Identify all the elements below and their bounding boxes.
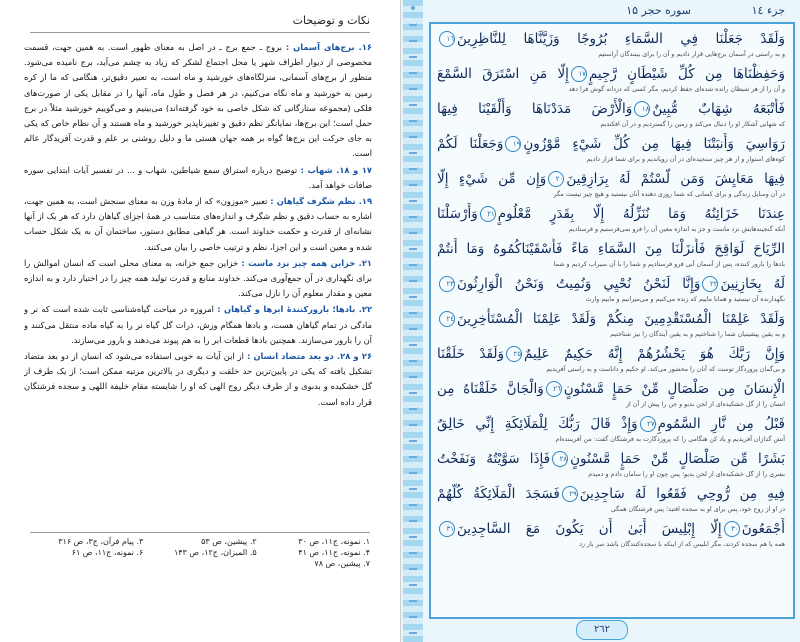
- verse-line: [437, 448, 785, 470]
- right-page: [401, 0, 800, 642]
- verse-number-marker: ۲۵: [506, 346, 522, 362]
- verse-number-marker: ۱٦: [439, 31, 455, 47]
- verse-translation: و آن را از هر شیطان رانده شده‌ای حفظ کردیم، مگر کسی که دزدانه گوش فرا دهد: [568, 86, 785, 93]
- verse-text: لَهُ بِخَازِنِينَ: [720, 276, 785, 292]
- verse-text-continued: وَأَرْسَلْنَا: [437, 206, 478, 222]
- verse-line: [437, 203, 785, 225]
- left-page-header: نکات و توضیحات: [292, 14, 370, 27]
- verse-number-marker: ۱۹: [505, 136, 521, 152]
- verse-text: فِيهِ مِن رُّوحِي فَقَعُوا لَهُ سَاجِدِينَ: [579, 486, 785, 502]
- verse-translation: همه با هم سجده کردند، مگر ابلیس که از اینکه با سجده‌کنندگان باشد سر باز زد: [579, 541, 785, 548]
- verse-number-marker: ۲٤: [439, 311, 455, 327]
- verse-line: [437, 133, 785, 155]
- verse-text-continued: وَجَعَلْنَا لَكُمْ: [437, 136, 504, 152]
- verse-text: أَجْمَعُونَ: [741, 521, 785, 537]
- verse-translation: بشری را از گل خشکیده‌ای از لجن بدبو؛ پس چون او را سامان دادم و دمیدم: [588, 471, 785, 478]
- verse-translation: نگهدارنده آن نیستید و همانا ماییم که زنده می‌کنیم و می‌میرانیم و ماییم وارث: [585, 296, 785, 303]
- verse-line: [437, 413, 785, 435]
- footnote-item: ۶. نمونه، ج۱۱، ص ۶۱: [71, 548, 144, 557]
- verse-line: [437, 343, 785, 365]
- commentary-paragraph: [24, 194, 372, 255]
- paragraph-text: بروج ـ جمع برج ـ در اصل به معنای ظهور است. به همین جهت، قسمت مخصوصی از دیوار اطراف شهر یا محل اجتماع لشکر که زیاد به چشم می‌آید، برج نامیده می‌شود. منظور از برج‌های آسمانی، منزلگاه‌های خورشید و ماه است، به تعبیر دقیق‌تر، هنگامی که ما از کره زمین به خورشید و ماه نگاه می‌کنیم، در هر فصل و طول ماه، آنها را در مقابل یکی از صورت‌های فلکی (مجموعه ستارگانی که شکل خاصی به خود گرفته‌اند) می‌بینیم و می‌گوییم خورشید مثلاً در برج حمل است؛ این برج‌ها، نمایانگر نظم دقیق و تغییرناپذیر خورشید و ماه هستند و آن نظام خاص که یکی به جای حرکت این برج‌ها گواه بر همه جهان هستی ما و دلیل روشنی بر علم و قدرت آفریدگار عالم است.: [24, 42, 372, 159]
- verse-translation: و به راستی در آسمان برج‌هایی قرار دادیم و آن را برای بینندگان آراستیم: [598, 51, 785, 58]
- commentary-paragraph: [24, 349, 372, 410]
- verse-line: [437, 378, 785, 400]
- verse-text: رَوَاسِيَ وَأَنبَتْنَا فِيهَا مِن كُلِّ شَيْءٍ مَّوْزُونٍ: [523, 136, 785, 152]
- juz-label: جزء ۱٤: [751, 4, 785, 17]
- verse-line: [437, 238, 785, 260]
- commentary-paragraph: [24, 163, 372, 193]
- verse-line: [437, 518, 785, 540]
- footnote-item: ۲. پیشین، ص ۵۳: [201, 537, 257, 546]
- verse-number-marker: ۲۲: [702, 276, 718, 292]
- verse-translation: و به یقین پیشینیان شما را شناختیم و به یقین آیندگان را نیز شناختیم: [610, 331, 785, 338]
- verse-line: [437, 273, 785, 295]
- verse-text: وَلَقَدْ عَلِمْنَا الْمُسْتَقْدِمِينَ مِنكُمْ وَلَقَدْ عَلِمْنَا الْمُسْتَأْخِرِينَ: [457, 311, 785, 327]
- paragraph-heading: ۱۶. برج‌های آسمان :: [285, 42, 372, 52]
- footnote-item: ۱. نمونه، ج۱۱، ص ۳۰: [298, 537, 370, 546]
- commentary-paragraph: [24, 302, 372, 348]
- paragraph-text: از این آیات به خوبی استفاده می‌شود که انسان از دو بعد متضاد تشکیل یافته که یکی در پایین‌ترین حد خلقت و دیگری در بالاترین مرتبه ممکن است؛ از یک طرف از گل خشکیده و بدبوی و از طرف دیگر روح الهی که او را شایسته مقام خلیفة اللهی و سجده فرشتگان قرار داده است.: [24, 351, 372, 407]
- verse-number-marker: ۲۰: [548, 171, 564, 187]
- quran-verses: [437, 28, 785, 608]
- verse-number-marker: ۲٦: [546, 381, 562, 397]
- verse-text-continued: إِلَّا إِبْلِيسَ أَبَىٰ أَن يَكُونَ مَعَ السَّاجِدِينَ: [457, 521, 722, 537]
- paragraph-heading: ۲۶ و ۲۸. دو بعد متضاد انسان :: [246, 351, 372, 362]
- right-page-header: [429, 2, 791, 20]
- paragraph-heading: ۲۱. خزاین همه چیز نزد ماست :: [241, 257, 372, 268]
- surah-label: سوره حجر ۱۵: [626, 4, 691, 17]
- verse-translation: آتش گدازان آفریدیم و یاد کن هنگامی را که پروردگارت به فرشتگان گفت: من آفریننده‌ام: [555, 436, 785, 443]
- paragraph-heading: ۱۹. نظم شگرف گیاهان :: [270, 196, 372, 207]
- verse-text: وَإِنَّ رَبَّكَ هُوَ يَحْشُرُهُمْ إِنَّهُ حَكِيمٌ عَلِيمٌ: [524, 346, 785, 362]
- verse-translation: کوه‌های استوار و از هر چیز سنجیده‌ای در آن رویاندیم و برای شما قرار دادیم: [586, 156, 785, 163]
- verse-text: بَشَرًا مِّن صَلْصَالٍ مِّنْ حَمَإٍ مَّسْنُونٍ: [570, 451, 785, 467]
- page-ornament-border: [403, 0, 423, 642]
- verse-number-marker: ۲۸: [552, 451, 568, 467]
- footnote-item: ۳. پیام قرآن، ج۳، ص ۳۱۶: [58, 537, 144, 546]
- verse-line: [437, 98, 785, 120]
- verse-text: الْإِنسَانَ مِن صَلْصَالٍ مِّنْ حَمَإٍ مَّسْنُونٍ: [563, 381, 785, 397]
- paragraph-text: توضیح درباره استراق سمع شیاطین، شهاب و ... در تفسیر آیات ابتدایی سوره صافات خواهد آمد.: [24, 164, 372, 190]
- commentary-body: [24, 40, 372, 500]
- verse-text: وَحَفِظْنَاهَا مِن كُلِّ شَيْطَانٍ رَّجِيمٍ: [588, 66, 785, 82]
- header-divider: [30, 32, 370, 33]
- verse-number-marker: ۲۱: [480, 206, 496, 222]
- commentary-paragraph: [24, 40, 372, 162]
- verse-line: [437, 308, 785, 330]
- verse-translation: در او از روح خود، پس برای او به سجده افتید؛ پس فرشتگان همگی: [610, 506, 785, 513]
- paragraph-text: تعبیر «موزون» که از مادۀ وزن به معنای سنجش است، به همین جهت، اشاره به حساب دقیق و نظم شگرف و اندازه‌های متناسب در همۀ اجزای گیاهان دارد که هر یک از آنها نشانه‌ای از قدرت و حکمت خداوند است. هر گیاهی مطابق دستور، ساختمان آن به یک شکل حساب شده و معین است و این اجزا، نظم و ترتیب خاصی را بیان می‌کنند.: [24, 196, 372, 252]
- footnotes: [30, 537, 370, 568]
- paragraph-heading: ۱۷ و ۱۸. شهاب :: [300, 164, 372, 175]
- footnote-item: ۵. المیزان، ج۱۲، ص ۱۴۳: [173, 548, 257, 557]
- verse-text-continued: وَالْجَانَّ خَلَقْنَاهُ مِن: [437, 381, 544, 397]
- verse-line: [437, 28, 785, 50]
- verse-line: [437, 483, 785, 505]
- footnote-item: ۷. پیشین، ص ۷۸: [314, 559, 370, 568]
- paragraph-text: خزاین جمع خزانه، به معنای محلی است که انسان اموالش را برای نگهداری در آن جمع‌آوری می‌کند. خداوند منابع و قدرت تولید همه چیز را در اختیار دارد و به اندازه معین و مقدار معلوم آن را نازل می‌کند.: [24, 257, 372, 299]
- commentary-paragraph: [24, 256, 372, 302]
- verse-text-continued: وَإِنَّا لَنَحْنُ نُحْيِي وَنُمِيتُ وَنَحْنُ الْوَارِثُونَ: [457, 276, 701, 292]
- verse-number-marker: ۳۱: [439, 521, 455, 537]
- paragraph-text: امروزه در مباحث گیاه‌شناسی ثابت شده است که نر و مادگی در تمام گیاهان هست، و بادها همگام وزش، ذرات گل گیاه نر را به گیاه ماده منتقل می‌کنند و آن را بارور می‌سازند. همچنین بادها قطعات ابر را به هم پیوند می‌دهند و بارور می‌سازند.: [24, 304, 372, 345]
- verse-text: عِندَنَا خَزَائِنُهُ وَمَا نُنَزِّلُهُ إِلَّا بِقَدَرٍ مَّعْلُومٍ: [497, 206, 785, 222]
- verse-text-continued: فَإِذَا سَوَّيْتُهُ وَنَفَخْتُ: [437, 451, 551, 467]
- verse-translation: در آن وسایل زندگی و برای کسانی که شما روزی دهنده آنان نیستید و هیچ چیز نیست مگر: [553, 191, 785, 198]
- verse-text-continued: وَإِن مِّن شَيْءٍ إِلَّا: [437, 171, 547, 187]
- verse-translation: آنکه گنجینه‌هایش نزد ماست و جز به اندازه معین آن را فرو نمی‌فرستیم و فرستادیم: [568, 226, 785, 233]
- verse-text: فِيهَا مَعَايِشَ وَمَن لَّسْتُمْ لَهُ بِرَازِقِينَ: [566, 171, 785, 187]
- verse-text: قَبْلُ مِن نَّارِ السَّمُومِ: [657, 416, 785, 432]
- page-number: ۲٦۲: [576, 620, 628, 640]
- verse-text: وَلَقَدْ جَعَلْنَا فِي السَّمَاءِ بُرُوجًا وَزَيَّنَّاهَا لِلنَّاظِرِينَ: [457, 31, 785, 47]
- verse-translation: که شهابی آشکار او را دنبال می‌کند و زمین را گستردیم و در آن افکندیم: [600, 121, 785, 128]
- paragraph-heading: ۲۲. بادها؛ بارورکنندۀ ابرها و گیاهان :: [217, 304, 372, 315]
- verse-number-marker: ۱۸: [634, 101, 650, 117]
- verse-text-continued: وَإِذْ قَالَ رَبُّكَ لِلْمَلَائِكَةِ إِنِّي خَالِقٌ: [437, 416, 638, 432]
- verse-number-marker: ۱۷: [571, 66, 587, 82]
- footnote-item: ۴. نمونه، ج۱۱، ص ۴۱: [298, 548, 370, 557]
- verse-translation: و بی‌گمان پروردگار توست که آنان را محشور می‌کند، او حکیم و داناست و به راستی آفریدیم: [546, 366, 785, 373]
- footnote-divider: [30, 532, 370, 533]
- verse-line: [437, 168, 785, 190]
- verse-number-marker: ۲۷: [640, 416, 656, 432]
- verse-text-continued: إِلَّا مَنِ اسْتَرَقَ السَّمْعَ: [437, 66, 569, 82]
- verse-translation: انسان را از گل خشکیده‌ای از لجن بدبو و جن را پیش از آن از: [626, 401, 785, 408]
- verse-text: الرِّيَاحَ لَوَاقِحَ فَأَنزَلْنَا مِنَ السَّمَاءِ مَاءً فَأَسْقَيْنَاكُمُوهُ وَمَا أَنتُمْ: [437, 241, 785, 257]
- verse-number-marker: ۳۰: [724, 521, 740, 537]
- verse-line: [437, 63, 785, 85]
- verse-number-marker: ۲۳: [439, 276, 455, 292]
- verse-text-continued: وَالْأَرْضَ مَدَدْنَاهَا وَأَلْقَيْنَا فِيهَا: [437, 101, 633, 117]
- verse-text: فَأَتْبَعَهُ شِهَابٌ مُّبِينٌ: [652, 101, 785, 117]
- verse-number-marker: ۲۹: [562, 486, 578, 502]
- verse-text-continued: وَلَقَدْ خَلَقْنَا: [437, 346, 505, 362]
- verse-text-continued: فَسَجَدَ الْمَلَائِكَةُ كُلُّهُمْ: [437, 486, 560, 502]
- verse-translation: بادها را بارور کننده، پس از آسمان آبی فرو فرستادیم و شما را با آن سیراب کردیم و شما: [553, 261, 785, 268]
